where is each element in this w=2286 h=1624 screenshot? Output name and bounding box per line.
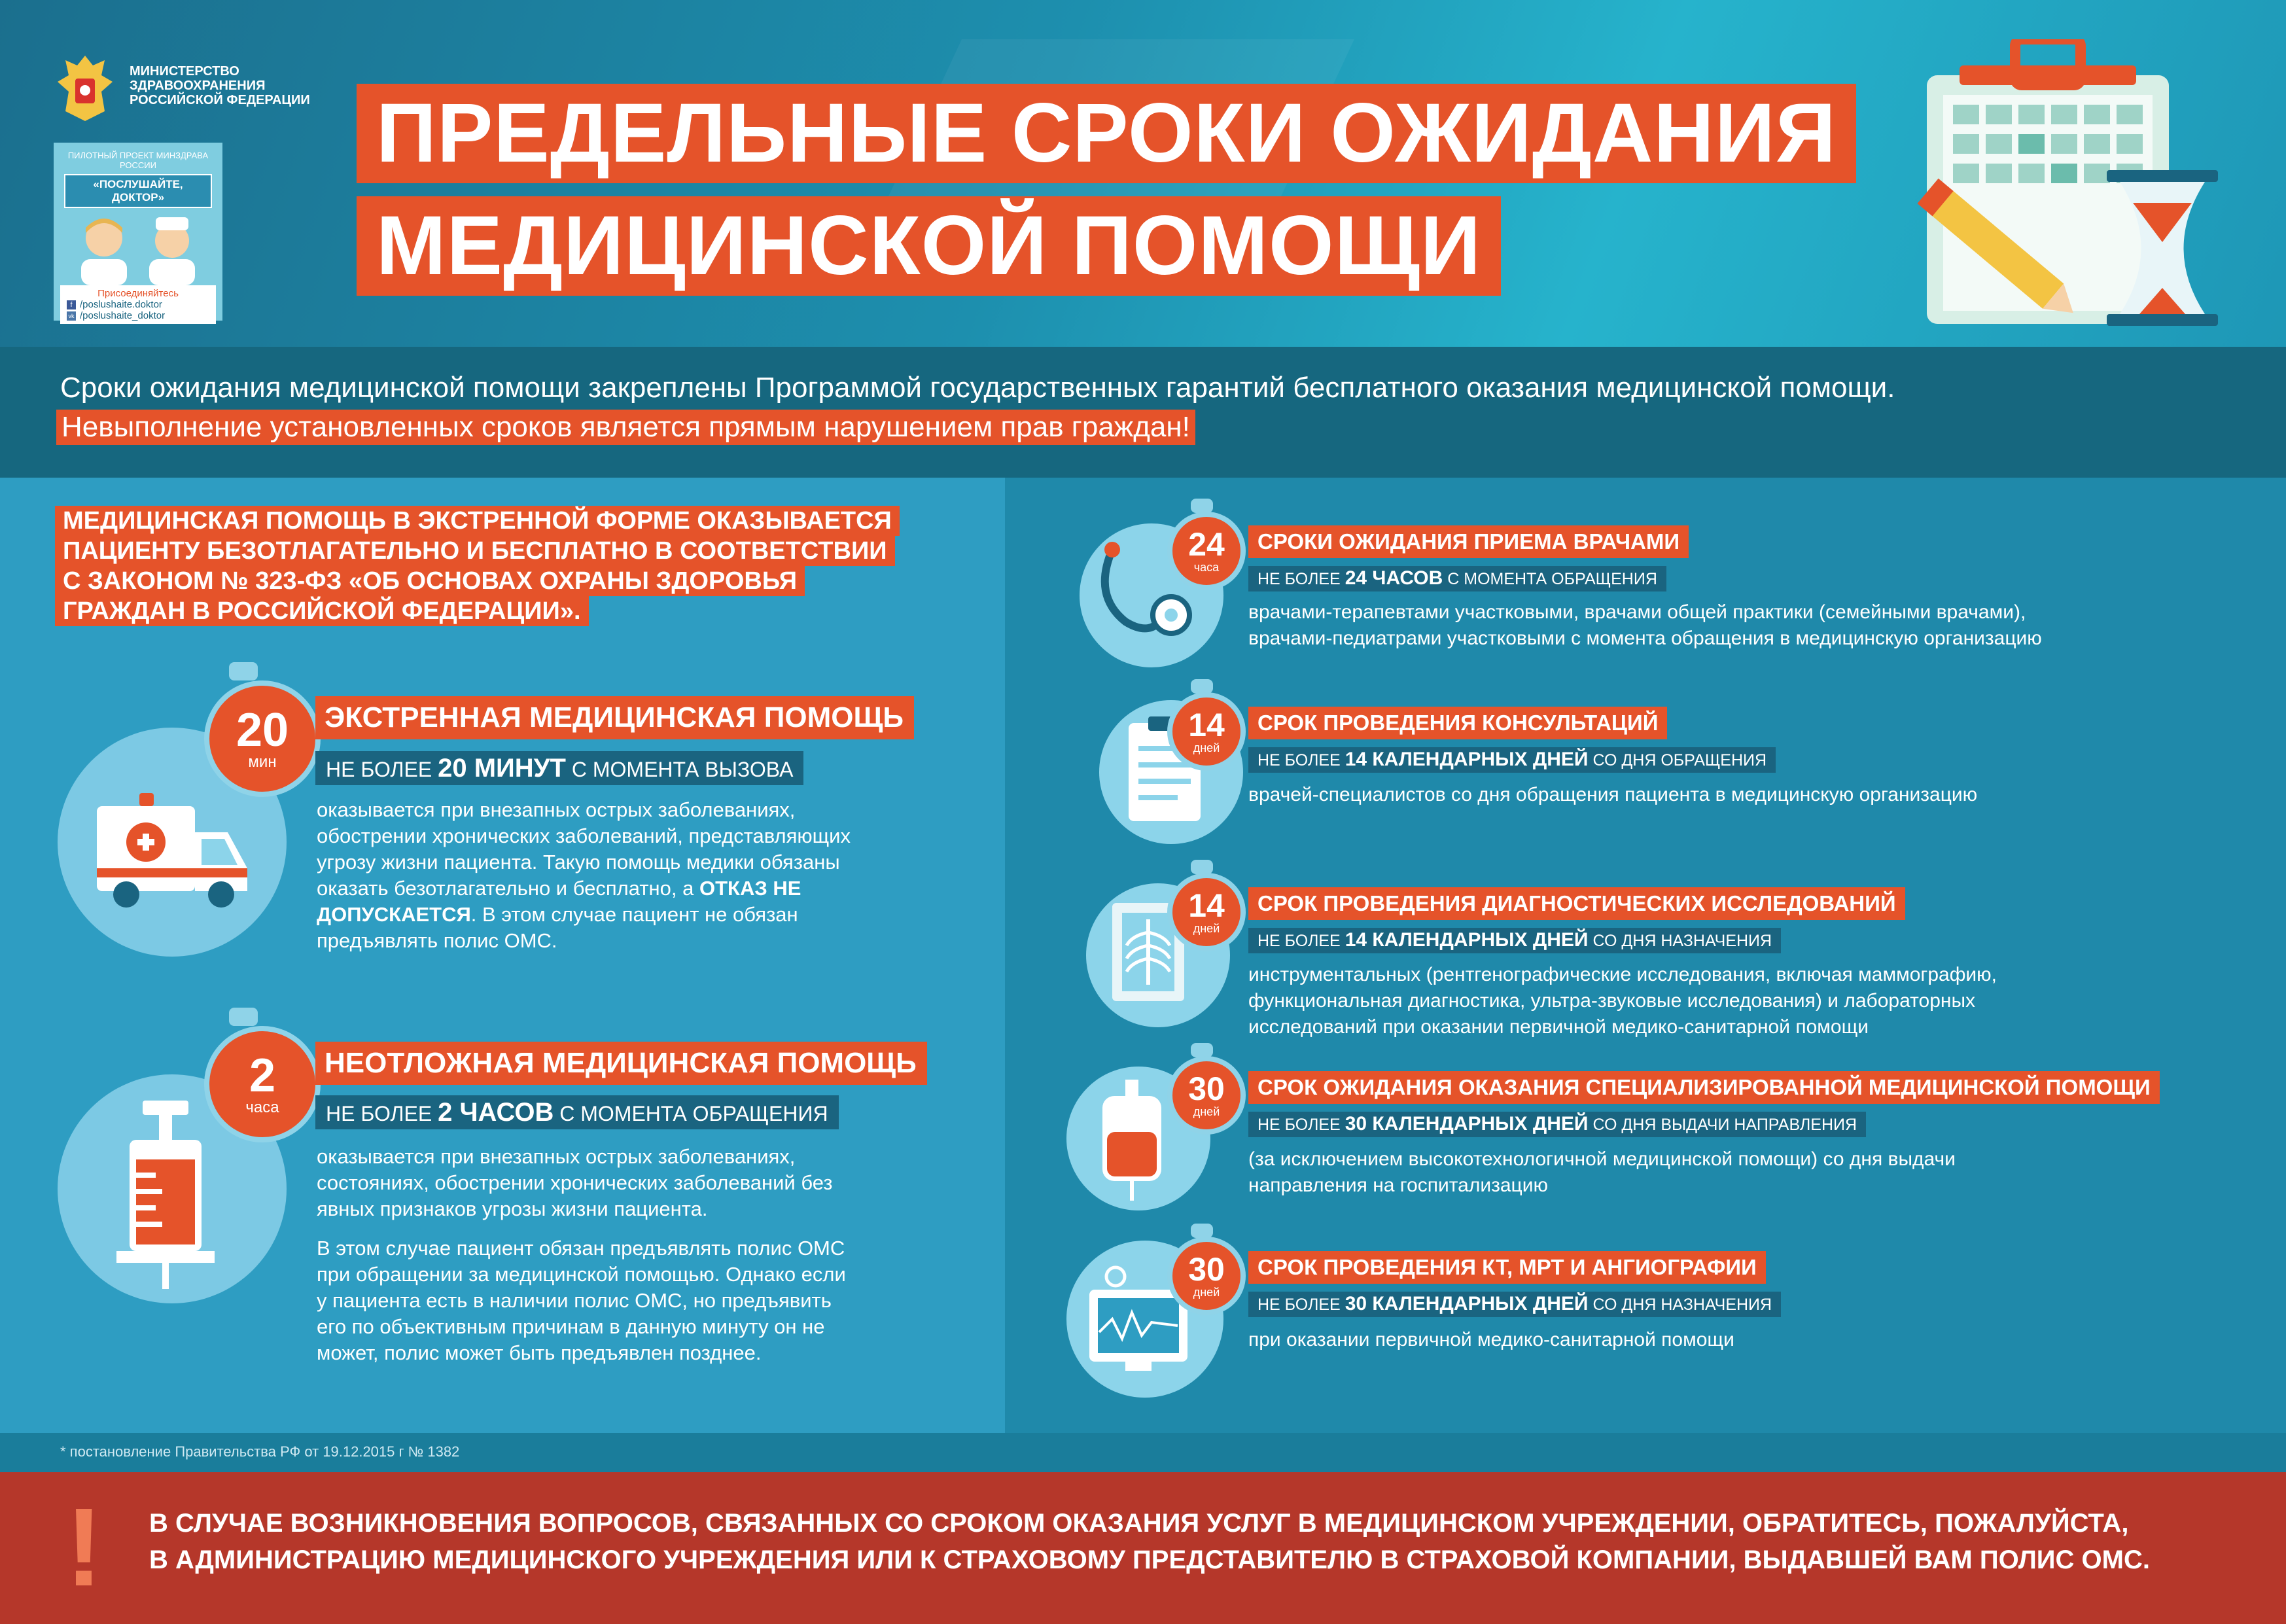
- emergency-body-l4: оказать безотлагательно и бесплатно, а: [317, 877, 699, 900]
- card-4-heading: СРОК ОЖИДАНИЯ ОКАЗАНИЯ СПЕЦИАЛИЗИРОВАННОЙ МЕДИЦИНСКОЙ ПОМОЩИ: [1248, 1071, 2160, 1104]
- card-4-tag-bold: 30 КАЛЕНДАРНЫХ ДНЕЙ: [1345, 1113, 1589, 1135]
- card-5-tag: [1248, 1292, 1781, 1317]
- facebook-icon: f: [67, 300, 76, 309]
- card-4-tag-post: СО ДНЯ ВЫДАЧИ НАПРАВЛЕНИЯ: [1592, 1116, 1857, 1134]
- intro-line-4: ГРАЖДАН В РОССИЙСКОЙ ФЕДЕРАЦИИ».: [55, 596, 589, 626]
- card-1-unit: часа: [1193, 561, 1220, 574]
- card-3-timer: [1167, 873, 1246, 951]
- emergency-body: [317, 797, 851, 954]
- emergency-tag: [315, 751, 803, 785]
- card-4-body-l2: направления на госпитализацию: [1248, 1174, 1548, 1196]
- ministry-line-3: РОССИЙСКОЙ ФЕДЕРАЦИИ: [130, 93, 310, 107]
- urgent-tag: [315, 1095, 839, 1129]
- card-3-tag-pre: НЕ БОЛЕЕ: [1257, 932, 1341, 950]
- calendar-illustration: [1897, 39, 2238, 347]
- card-1-tag-bold: 24 ЧАСОВ: [1345, 567, 1443, 589]
- card-1-heading: СРОКИ ОЖИДАНИЯ ПРИЕМА ВРАЧАМИ: [1248, 525, 1689, 558]
- card-4-body-l1: (за исключением высокотехнологичной медицинской помощи) со дня выдачи: [1248, 1148, 1956, 1170]
- urgent-body-2-l4: его по объективным причинам в данную минуту он не: [317, 1315, 825, 1338]
- urgent-body-1-l3: явных признаков угрозы жизни пациента.: [317, 1197, 708, 1220]
- card-1-num: 24: [1188, 526, 1225, 563]
- card-1-tag-post: С МОМЕНТА ОБРАЩЕНИЯ: [1447, 570, 1657, 588]
- bottom-message: [149, 1505, 2150, 1578]
- emergency-body-l3: угрозу жизни пациента. Такую помощь медики обязаны: [317, 851, 840, 874]
- urgent-body-2-l2: при обращении за медицинской помощью. Однако если: [317, 1263, 846, 1286]
- doctor-1-icon: [75, 213, 133, 285]
- card-5-unit: дней: [1193, 1286, 1220, 1299]
- urgent-body-2: [317, 1235, 846, 1366]
- urgent-body-2-l5: может, полис может быть предъявлен позднее.: [317, 1341, 762, 1364]
- card-4-tag-pre: НЕ БОЛЕЕ: [1257, 1116, 1341, 1134]
- card-3-tag-bold: 14 КАЛЕНДАРНЫХ ДНЕЙ: [1345, 929, 1589, 951]
- timer-knob-c1: [1191, 499, 1213, 513]
- emergency-heading: ЭКСТРЕННАЯ МЕДИЦИНСКАЯ ПОМОЩЬ: [315, 696, 914, 739]
- card-4-body: [1248, 1146, 1956, 1199]
- urgent-body-1-l2: состояниях, обострении хронических заболеваний без: [317, 1171, 833, 1194]
- ministry-line-2: ЗДРАВООХРАНЕНИЯ: [130, 79, 266, 93]
- emergency-body-l1: оказывается при внезапных острых заболеваниях,: [317, 798, 796, 821]
- card-5-tag-post: СО ДНЯ НАЗНАЧЕНИЯ: [1592, 1296, 1772, 1314]
- tag-pre: НЕ БОЛЕЕ: [326, 1102, 432, 1125]
- card-1-tag: [1248, 566, 1666, 591]
- tag-post: С МОМЕНТА ВЫЗОВА: [571, 758, 794, 781]
- urgent-body-2-l3: у пациента есть в наличии полис ОМС, но предъявить: [317, 1289, 832, 1312]
- emergency-body-l5: . В этом случае пациент не обязан: [470, 903, 798, 926]
- subtitle-line-2: Невыполнение установленных сроков является прямым нарушением прав граждан!: [56, 410, 1195, 445]
- pilot-top: ПИЛОТНЫЙ ПРОЕКТ МИНЗДРАВА РОССИИ: [67, 150, 209, 170]
- pilot-join: Присоединяйтесь: [97, 288, 179, 299]
- emergency-body-l5-bold: ДОПУСКАЕТСЯ: [317, 903, 471, 926]
- card-5-num: 30: [1188, 1251, 1225, 1288]
- card-5-tag-pre: НЕ БОЛЕЕ: [1257, 1296, 1341, 1314]
- card-2-timer: [1167, 692, 1246, 771]
- card-1-body-l1: врачами-терапевтами участковыми, врачами общей практики (семейными врачами),: [1248, 601, 2026, 623]
- card-3-body: [1248, 962, 1997, 1040]
- title-line-1: ПРЕДЕЛЬНЫЕ СРОКИ ОЖИДАНИЯ: [357, 84, 1856, 183]
- emergency-body-l4-bold: ОТКАЗ НЕ: [699, 877, 801, 900]
- timer-20-min: [204, 680, 321, 797]
- card-1-timer: [1167, 512, 1246, 590]
- card-3-heading: СРОК ПРОВЕДЕНИЯ ДИАГНОСТИЧЕСКИХ ИССЛЕДОВАНИЙ: [1248, 887, 1905, 920]
- card-2-body: [1248, 782, 1977, 808]
- urgent-body-1: [317, 1144, 833, 1222]
- card-2-num: 14: [1188, 707, 1225, 743]
- card-5-timer: [1167, 1237, 1246, 1315]
- tag-bold: 20 МИНУТ: [438, 754, 566, 783]
- urgent-body-1-l1: оказывается при внезапных острых заболеваниях,: [317, 1145, 796, 1168]
- card-3-body-l2: функциональная диагностика, ультра-звуковые исследования) и лабораторных: [1248, 990, 1976, 1012]
- card-2-heading: СРОК ПРОВЕДЕНИЯ КОНСУЛЬТАЦИЙ: [1248, 707, 1667, 739]
- emergency-body-l6: предъявлять полис ОМС.: [317, 929, 557, 952]
- card-2-unit: дней: [1193, 741, 1220, 754]
- pilot-fb-link[interactable]: /poslushaite.doktor: [80, 299, 162, 310]
- timer-unit: часа: [245, 1099, 279, 1116]
- emergency-body-l2: обострении хронических заболеваний, представляющих: [317, 824, 851, 847]
- card-3-num: 14: [1188, 887, 1225, 924]
- timer-knob-c2: [1191, 679, 1213, 694]
- timer-number: 20: [236, 704, 289, 756]
- timer-knob: [229, 662, 258, 680]
- intro-line-2: ПАЦИЕНТУ БЕЗОТЛАГАТЕЛЬНО И БЕСПЛАТНО В СООТВЕТСТВИИ: [55, 536, 895, 566]
- timer-knob-c5: [1191, 1224, 1213, 1238]
- footnote: * постановление Правительства РФ от 19.12.2015 г № 1382: [60, 1443, 460, 1460]
- card-4-unit: дней: [1193, 1105, 1220, 1118]
- pilot-card[interactable]: [54, 143, 222, 321]
- card-3-body-l3: исследований при оказании первичной медико-санитарной помощи: [1248, 1016, 1869, 1038]
- card-2-body-l1: врачей-специалистов со дня обращения пациента в медицинскую организацию: [1248, 784, 1978, 805]
- card-5-heading: СРОК ПРОВЕДЕНИЯ КТ, МРТ И АНГИОГРАФИИ: [1248, 1251, 1766, 1284]
- card-3-unit: дней: [1193, 922, 1220, 935]
- pilot-links: [60, 285, 216, 324]
- card-2-tag: [1248, 747, 1776, 773]
- urgent-heading: НЕОТЛОЖНАЯ МЕДИЦИНСКАЯ ПОМОЩЬ: [315, 1042, 927, 1085]
- emblem-icon: [52, 52, 118, 124]
- doctor-2-icon: [143, 213, 202, 285]
- card-5-body: [1248, 1327, 1734, 1353]
- timer-knob-c3: [1191, 860, 1213, 874]
- tag-post: С МОМЕНТА ОБРАЩЕНИЯ: [559, 1102, 828, 1125]
- card-1-tag-pre: НЕ БОЛЕЕ: [1257, 570, 1341, 588]
- bottom-line-2: В АДМИНИСТРАЦИЮ МЕДИЦИНСКОГО УЧРЕЖДЕНИЯ ИЛИ К СТРАХОВОМУ ПРЕДСТАВИТЕЛЮ В СТРАХОВОЙ КОМПАНИИ, ВЫДАВШЕЙ ВАМ ПОЛИС ОМС.: [149, 1545, 2150, 1574]
- urgent-body-2-l1: В этом случае пациент обязан предъявлять полис ОМС: [317, 1237, 845, 1260]
- pilot-vk-link[interactable]: /poslushaite_doktor: [80, 310, 166, 321]
- card-4-num: 30: [1188, 1070, 1225, 1107]
- ministry-name: [130, 64, 310, 107]
- timer-unit: мин: [248, 753, 277, 771]
- tag-pre: НЕ БОЛЕЕ: [326, 758, 432, 781]
- card-2-tag-post: СО ДНЯ ОБРАЩЕНИЯ: [1592, 751, 1767, 769]
- card-3-body-l1: инструментальных (рентгенографические исследования, включая маммографию,: [1248, 964, 1997, 985]
- intro-block: [55, 506, 900, 626]
- bottom-line-1: В СЛУЧАЕ ВОЗНИКНОВЕНИЯ ВОПРОСОВ, СВЯЗАННЫХ СО СРОКОМ ОКАЗАНИЯ УСЛУГ В МЕДИЦИНСКОМ УЧРЕЖДЕНИИ, ОБРАТИТЕСЬ, ПОЖАЛУЙСТА,: [149, 1509, 2129, 1538]
- timer-2-hours: [204, 1026, 321, 1142]
- card-3-tag-post: СО ДНЯ НАЗНАЧЕНИЯ: [1592, 932, 1772, 950]
- card-4-tag: [1248, 1112, 1866, 1137]
- card-5-body-l1: при оказании первичной медико-санитарной помощи: [1248, 1329, 1734, 1350]
- intro-line-3: С ЗАКОНОМ № 323-ФЗ «ОБ ОСНОВАХ ОХРАНЫ ЗДОРОВЬЯ: [55, 566, 805, 596]
- card-1-body-l2: врачами-педиатрами участковыми с момента обращения в медицинскую организацию: [1248, 627, 2042, 649]
- timer-number: 2: [249, 1050, 276, 1102]
- card-4-timer: [1167, 1056, 1246, 1135]
- card-5-tag-bold: 30 КАЛЕНДАРНЫХ ДНЕЙ: [1345, 1293, 1589, 1315]
- card-2-tag-bold: 14 КАЛЕНДАРНЫХ ДНЕЙ: [1345, 749, 1589, 770]
- title-line-2: МЕДИЦИНСКОЙ ПОМОЩИ: [357, 196, 1501, 296]
- card-1-body: [1248, 599, 2042, 652]
- card-2-tag-pre: НЕ БОЛЕЕ: [1257, 751, 1341, 769]
- intro-line-1: МЕДИЦИНСКАЯ ПОМОЩЬ В ЭКСТРЕННОЙ ФОРМЕ ОКАЗЫВАЕТСЯ: [55, 506, 900, 536]
- exclamation-icon: !: [65, 1485, 103, 1610]
- vk-icon: vk: [67, 311, 76, 321]
- tag-bold: 2 ЧАСОВ: [438, 1098, 554, 1127]
- card-3-tag: [1248, 928, 1781, 953]
- timer-knob-2: [229, 1008, 258, 1026]
- ministry-line-1: МИНИСТЕРСТВО: [130, 64, 239, 79]
- subtitle-line-1: Сроки ожидания медицинской помощи закреплены Программой государственных гарантий бесплатного оказания медицинской помощи.: [60, 372, 1895, 404]
- doctors-illustration: [54, 213, 222, 285]
- timer-knob-c4: [1191, 1043, 1213, 1057]
- pilot-name: «ПОСЛУШАЙТЕ, ДОКТОР»: [64, 174, 212, 208]
